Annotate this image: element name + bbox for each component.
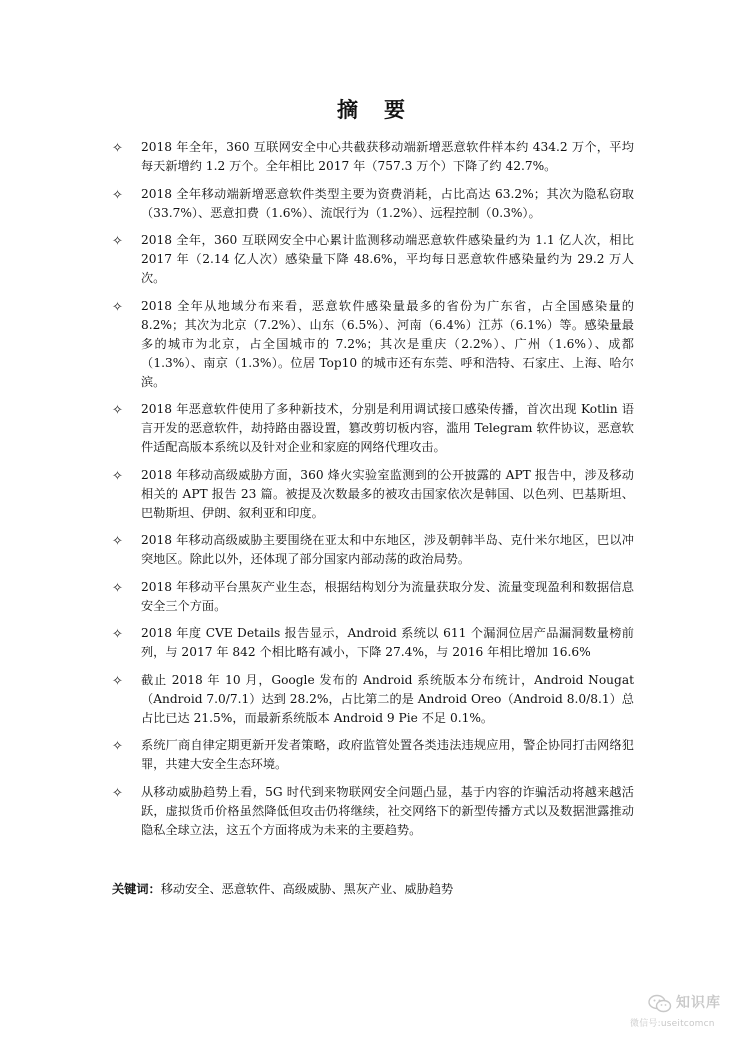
- list-item-text: 2018 年移动平台黑灰产业生态，根据结构划分为流量获取分发、流量变现盈利和数据信息安全三个方面。: [141, 579, 634, 613]
- bullet-icon: ✧: [112, 187, 123, 203]
- watermark-name: 知识库: [676, 995, 721, 1011]
- list-item: [112, 671, 634, 728]
- bullet-icon: ✧: [112, 141, 123, 156]
- keywords-value: 移动安全、恶意软件、高级威胁、黑灰产业、威胁趋势: [160, 882, 454, 896]
- list-item: [112, 578, 634, 616]
- bullet-icon: ✧: [112, 673, 123, 689]
- watermark: [628, 992, 738, 1032]
- list-item-text: 2018 年移动高级威胁主要围绕在亚太和中东地区，涉及朝韩半岛、克什米尔地区，巴以冲突地区。除此以外，还体现了部分国家内部动荡的政治局势。: [141, 533, 634, 566]
- list-item: [112, 466, 634, 523]
- list-item-text: 2018 全年移动端新增恶意软件类型主要为资费消耗，占比高达 63.2%；其次为隐私窃取（33.7%）、恶意扣费（1.6%）、流氓行为（1.2%）、远程控制（0.3%）。: [141, 186, 634, 220]
- list-item: [112, 783, 634, 840]
- bullet-icon: ✧: [112, 534, 123, 549]
- bullet-icon: ✧: [112, 785, 123, 801]
- summary-list: [112, 138, 634, 848]
- list-item-text: 系统厂商自律定期更新开发者策略，政府监管处置各类违法违规应用，警企协同打击网络犯罪，共建大安全生态环境。: [141, 738, 634, 771]
- bullet-icon: ✧: [112, 468, 123, 484]
- watermark-sub: 微信号:useitcomcn: [630, 1019, 715, 1029]
- title-char-1: 摘: [337, 98, 360, 122]
- list-item-text: 2018 年度 CVE Details 报告显示，Android 系统以 611 个漏洞位居产品漏洞数量榜前列，与 2017 年 842 个相比略有减小，下降 27.4%，与 2016 年相比增加 16.6%: [141, 626, 634, 659]
- list-item: [112, 297, 634, 392]
- list-item-text: 截止 2018 年 10 月，Google 发布的 Android 系统版本分布统计，Android Nougat（Android 7.0/7.1）达到 28.2%，占比第二的是 Android Oreo（Android 8.0/8.1）总占比已达 21.5%，而最新系统版本 Android 9 Pie 不足 0.1%。: [141, 672, 634, 725]
- list-item-text: 2018 全年从地域分布来看，恶意软件感染量最多的省份为广东省，占全国感染量的 8.2%；其次为北京（7.2%）、山东（6.5%）、河南（6.4%）江苏（6.1%）等。感染量最多的城市为北京，占全国城市的 7.2%；其次是重庆（2.2%）、广州（1.6%）、成都（1.3%）、南京（1.3%）。位居 Top10 的城市还有东莞、呼和浩特、石家庄、上海、哈尔滨。: [141, 298, 634, 389]
- list-item: [112, 736, 634, 774]
- keywords-label: 关键词：: [112, 882, 161, 896]
- list-item: [112, 185, 634, 223]
- bullet-icon: ✧: [112, 299, 123, 315]
- list-item: [112, 531, 634, 569]
- list-item: [112, 138, 634, 176]
- list-item-text: 2018 年全年，360 互联网安全中心共截获移动端新增恶意软件样本约 434.2 万个，平均每天新增约 1.2 万个。全年相比 2017 年（757.3 万个）下降了约 42.7%。: [141, 140, 634, 173]
- list-item-text: 2018 全年，360 互联网安全中心累计监测移动端恶意软件感染量约为 1.1 亿人次，相比 2017 年（2.14 亿人次）感染量下降 48.6%，平均每日恶意软件感染量约为 29.2 万人次。: [141, 233, 634, 285]
- list-item-text: 从移动威胁趋势上看，5G 时代到来物联网安全问题凸显，基于内容的诈骗活动将越来越活跃，虚拟货币价格虽然降低但攻击仍将继续，社交网络下的新型传播方式以及数据泄露推动隐私全球立法，这五个方面将成为未来的主要趋势。: [141, 784, 634, 837]
- bullet-icon: ✧: [112, 627, 123, 642]
- list-item-text: 2018 年恶意软件使用了多种新技术，分别是利用调试接口感染传播，首次出现 Kotlin 语言开发的恶意软件，劫持路由器设置，篡改剪切板内容，滥用 Telegram 软件协议，恶意软件适配高版本系统以及针对企业和家庭的网络代理攻击。: [141, 402, 634, 454]
- list-item: [112, 400, 634, 457]
- title-char-2: 要: [384, 98, 407, 122]
- keywords: [112, 880, 634, 899]
- list-item: [112, 624, 634, 662]
- bullet-icon: ✧: [112, 739, 123, 754]
- bullet-icon: ✧: [112, 403, 123, 418]
- list-item: [112, 231, 634, 288]
- wechat-icon: [648, 994, 672, 1014]
- page-title: [0, 94, 744, 124]
- list-item-text: 2018 年移动高级威胁方面，360 烽火实验室监测到的公开披露的 APT 报告中，涉及移动相关的 APT 报告 23 篇。被提及次数最多的被攻击国家依次是韩国、以色列、巴基斯坦、巴勒斯坦、伊朗、叙利亚和印度。: [141, 467, 634, 520]
- bullet-icon: ✧: [112, 234, 123, 249]
- bullet-icon: ✧: [112, 580, 123, 596]
